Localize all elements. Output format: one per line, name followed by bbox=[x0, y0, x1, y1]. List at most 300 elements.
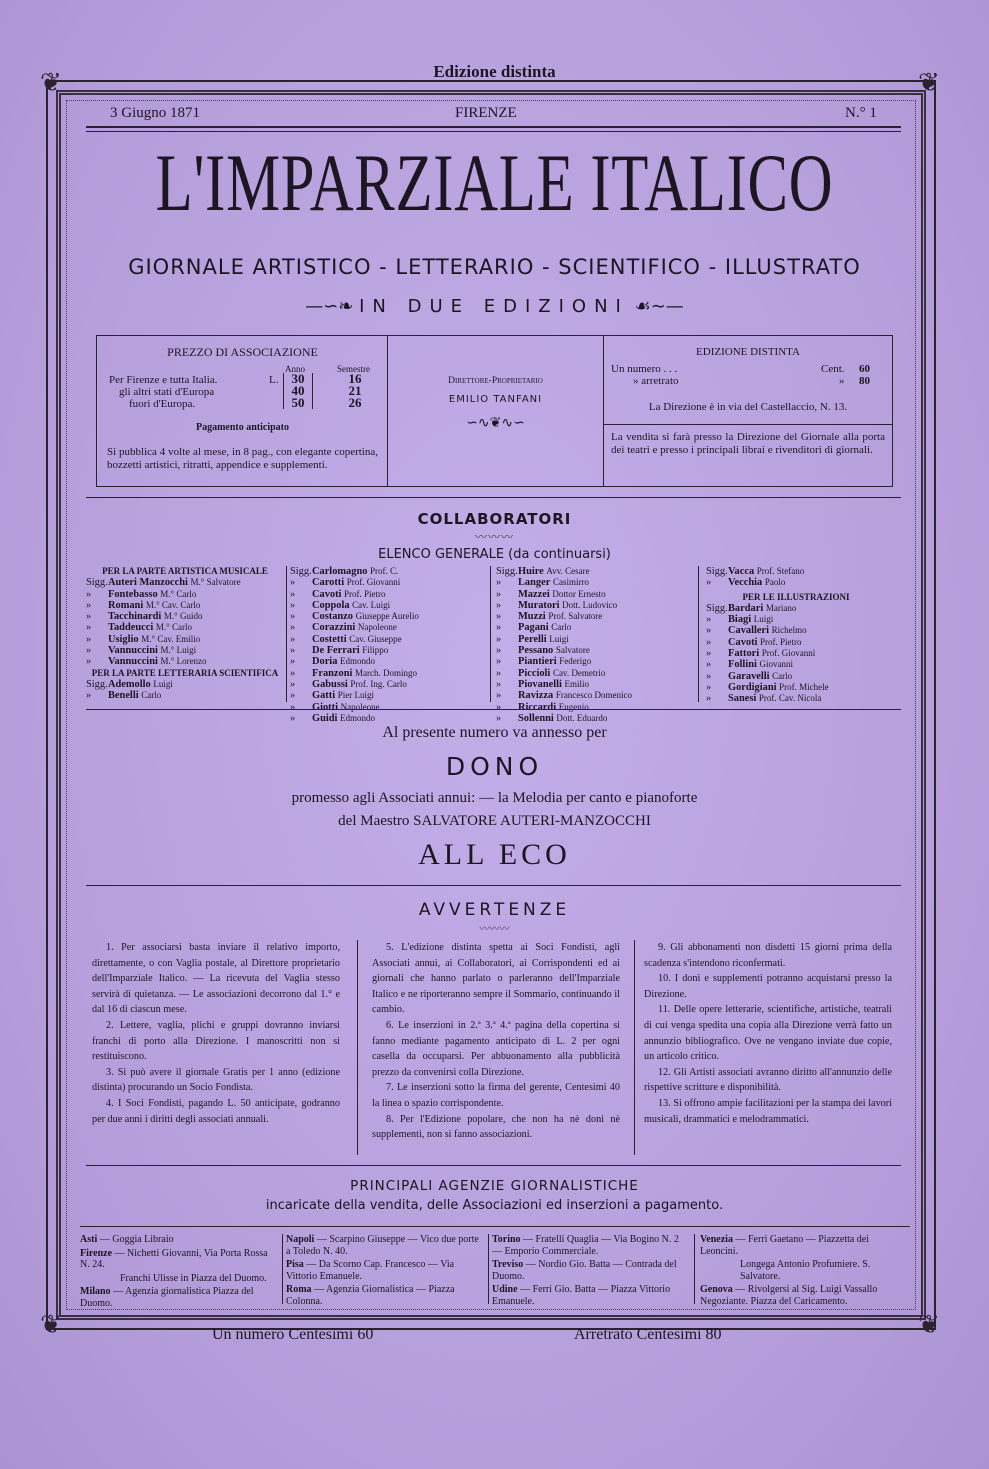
collab-given-name: Eugenio bbox=[558, 701, 589, 712]
collaborator-entry bbox=[706, 648, 886, 659]
collab-given-name: M.° Lorenzo bbox=[160, 656, 207, 667]
collab-given-name: Carlo bbox=[141, 690, 162, 701]
collab-given-name: Cav. Demetrio bbox=[552, 667, 606, 678]
collab-given-name: Cav. Luigi bbox=[352, 599, 391, 610]
agency-city: Milano bbox=[80, 1286, 111, 1297]
direzione-address: La Direzione è in via del Castellaccio, N. 13. bbox=[648, 401, 848, 413]
issue-city: FIRENZE bbox=[455, 105, 517, 121]
distinta-title: EDIZIONE DISTINTA bbox=[696, 346, 800, 358]
flourish-icon: 〰〰〰 bbox=[479, 924, 510, 935]
collab-group bbox=[706, 603, 886, 705]
collab-given-name: M.° Luigi bbox=[160, 645, 197, 656]
collab-group bbox=[706, 566, 886, 589]
agency-text: — Ferri Gaetano — Piazzetta dei Leoncini. bbox=[700, 1234, 870, 1257]
collab-prefix: » bbox=[496, 656, 502, 668]
collab-surname: Piantieri bbox=[518, 656, 557, 668]
collab-prefix: » bbox=[86, 588, 92, 600]
prezzo-col-semestre: Semestre bbox=[337, 364, 370, 374]
collab-surname: Sanesi bbox=[728, 693, 757, 705]
collab-given-name: Edmondo bbox=[340, 656, 376, 667]
prezzo-value: 26 bbox=[348, 395, 362, 410]
divider bbox=[357, 940, 358, 1155]
collab-prefix: » bbox=[706, 577, 712, 589]
agency-text: — Rivolgersi al Sig. Luigi Vassallo Negoziante. Piazza del Caricamento. bbox=[700, 1284, 878, 1307]
avvertenze-col-1 bbox=[92, 940, 340, 1127]
collaborator-entry bbox=[86, 634, 284, 645]
collaborator-entry bbox=[496, 600, 692, 611]
collaboratori-subtitle: ELENCO GENERALE (da continuarsi) bbox=[378, 547, 611, 562]
agency-entry bbox=[700, 1259, 896, 1282]
collab-heading: PER LA PARTE LETTERARIA SCIENTIFICA bbox=[91, 667, 279, 678]
collab-prefix: Sigg. bbox=[86, 678, 108, 690]
collab-col-1 bbox=[86, 566, 284, 702]
agency-text: — Fratelli Quaglia — Via Bogino N. 2 — Emporio Commerciale. bbox=[492, 1234, 679, 1257]
collab-group bbox=[86, 577, 284, 667]
collaborator-entry bbox=[706, 603, 886, 614]
prezzo-row-prefix: L. bbox=[269, 374, 279, 386]
collab-prefix: » bbox=[290, 645, 296, 657]
collab-given-name: Prof. Pietro bbox=[760, 636, 802, 647]
collaborator-entry bbox=[496, 634, 692, 645]
publication-note: Si pubblica 4 volte al mese, in 8 pag., con elegante copertina, bozzetti artistici, ritratti, appendice e supplementi. bbox=[107, 446, 378, 471]
flourish-icon: —∽❧ bbox=[305, 296, 360, 317]
collab-surname: Mazzei bbox=[518, 588, 550, 600]
editions-text: IN DUE EDIZIONI bbox=[359, 296, 629, 317]
collab-given-name: M.° Cav. Carlo bbox=[145, 599, 201, 610]
collab-given-name: Luigi bbox=[549, 633, 569, 644]
agency-entry bbox=[80, 1273, 278, 1285]
collab-given-name: Dottor Ernesto bbox=[552, 588, 606, 599]
collab-given-name: Napoleone bbox=[357, 622, 397, 633]
dono-title: ALL ECO bbox=[418, 838, 571, 871]
footer-price-left: Un numero Centesimi 60 bbox=[212, 1326, 374, 1343]
collab-surname: Carlomagno bbox=[312, 566, 368, 577]
issue-number: N.° 1 bbox=[845, 105, 877, 121]
avvertenza-paragraph: 3. Si può avere il giornale Gratis per 1 anno (edizione distinta) procurando un Socio Fondista. bbox=[92, 1066, 340, 1094]
collab-surname: Cavalleri bbox=[728, 625, 769, 637]
collab-surname: Vannuccini bbox=[108, 645, 158, 657]
collab-prefix: Sigg. bbox=[706, 566, 728, 577]
agency-entry bbox=[80, 1286, 278, 1309]
collaborator-entry bbox=[86, 679, 284, 690]
agency-entry bbox=[286, 1259, 484, 1282]
dono-intro: Al presente numero va annesso per bbox=[382, 724, 607, 741]
collaborator-entry bbox=[290, 577, 486, 588]
agency-entry bbox=[286, 1234, 484, 1257]
prezzo-semestre-values bbox=[341, 373, 369, 409]
collaborator-entry bbox=[496, 656, 692, 667]
collaborator-entry bbox=[496, 679, 692, 690]
collab-surname: Ademollo bbox=[108, 678, 151, 690]
agenzie-col-3 bbox=[492, 1234, 690, 1309]
agency-city: Torino bbox=[492, 1234, 521, 1245]
agency-city: Venezia bbox=[700, 1234, 733, 1245]
distinta-row-value: 60 bbox=[859, 363, 870, 375]
collab-given-name: Giovanni bbox=[759, 659, 793, 670]
corner-ornament-icon: ❦ bbox=[918, 1310, 940, 1339]
collab-surname: Huire bbox=[518, 566, 544, 577]
collab-prefix: » bbox=[496, 712, 502, 724]
collab-surname: Fontebasso bbox=[108, 588, 158, 600]
collab-prefix: » bbox=[496, 645, 502, 657]
collab-given-name: M.° Carlo bbox=[160, 588, 197, 599]
collaborator-entry bbox=[86, 600, 284, 611]
pagamento-note: Pagamento anticipato bbox=[195, 422, 290, 433]
collab-surname: Fattori bbox=[728, 648, 760, 660]
collab-surname: Muratori bbox=[518, 599, 560, 611]
collaborator-entry bbox=[706, 693, 886, 704]
divider bbox=[488, 1234, 489, 1304]
footer-price-right: Arretrato Centesimi 80 bbox=[574, 1326, 722, 1343]
collab-given-name: Prof. Stefano bbox=[756, 566, 805, 576]
collab-surname: Franzoni bbox=[312, 667, 353, 679]
divider bbox=[86, 126, 901, 132]
collab-prefix: » bbox=[706, 614, 712, 626]
collaborator-entry bbox=[86, 589, 284, 600]
direttore-label: Direttore-Proprietario bbox=[448, 376, 543, 386]
agency-entry bbox=[80, 1234, 278, 1246]
prezzo-row-label: gli altri stati d'Europa bbox=[119, 386, 215, 398]
collab-prefix: » bbox=[290, 622, 296, 634]
collab-surname: Carotti bbox=[312, 577, 345, 589]
collab-given-name: Prof. C. bbox=[370, 566, 399, 576]
masthead-subtitle: GIORNALE ARTISTICO - LETTERARIO - SCIENTIFICO - ILLUSTRATO bbox=[128, 255, 861, 279]
collab-given-name: Luigi bbox=[753, 614, 774, 625]
collaborator-entry bbox=[706, 625, 886, 636]
collaborator-entry bbox=[290, 656, 486, 667]
prezzo-value: 30 bbox=[291, 371, 305, 386]
collaborator-entry bbox=[496, 702, 692, 713]
divider bbox=[490, 566, 491, 702]
collab-prefix: » bbox=[706, 625, 712, 637]
dono-word: DONO bbox=[445, 752, 544, 781]
avvertenza-paragraph: 1. Per associarsi basta inviare il relativo importo, direttamente, o con Vaglia postale, al Direttore proprietario dell'Imparziale Italico. — La ricevuta del Vaglia stesso servirà di quietanza. — Le associazioni decorrono dal 1.° e dal 16 di ciascun mese. bbox=[92, 942, 340, 1016]
collab-surname: Gordigiani bbox=[728, 681, 777, 693]
collab-prefix: » bbox=[496, 667, 502, 679]
collab-prefix: » bbox=[706, 648, 712, 660]
collab-surname: Taddeucci bbox=[108, 622, 154, 634]
collab-prefix: » bbox=[496, 611, 502, 623]
prezzo-value: 50 bbox=[291, 395, 305, 410]
agency-text: — Nordio Gio. Batta — Contrada del Duomo. bbox=[492, 1259, 677, 1282]
collab-prefix: » bbox=[86, 599, 92, 611]
collab-given-name: M.° Salvatore bbox=[190, 577, 241, 588]
prezzo-row-label: Per Firenze e tutta Italia. bbox=[109, 374, 218, 386]
avvertenza-paragraph: 9. Gli abbonamenti non disdetti 15 giorni prima della scadenza s'intendono riconfermati. bbox=[644, 942, 892, 969]
collab-prefix: » bbox=[290, 656, 296, 668]
collab-prefix: » bbox=[496, 588, 502, 600]
avvertenza-paragraph: 7. Le inserzioni sotto la firma del gerente, Centesimi 40 la linea o spazio corrispondente. bbox=[372, 1082, 620, 1109]
collaborator-entry bbox=[290, 713, 486, 724]
collab-given-name: Carlo bbox=[772, 670, 793, 681]
collab-given-name: Dott. Eduardo bbox=[556, 712, 608, 723]
collab-given-name: Prof. Giovanni bbox=[346, 577, 401, 588]
collab-given-name: Emilio bbox=[564, 678, 589, 689]
collab-surname: Pagani bbox=[518, 622, 549, 634]
collab-given-name: M.° Cav. Emilio bbox=[141, 633, 201, 644]
prezzo-col-anno: Anno bbox=[285, 364, 305, 374]
collab-surname: Sollenni bbox=[518, 712, 554, 724]
divider bbox=[86, 1165, 901, 1166]
collab-prefix: » bbox=[706, 636, 712, 648]
collab-surname: Tacchinardi bbox=[108, 611, 162, 623]
collab-col-2 bbox=[290, 566, 486, 724]
collab-given-name: M.° Carlo bbox=[155, 622, 192, 633]
collaborator-entry bbox=[706, 614, 886, 625]
distinta-row-value: 80 bbox=[859, 375, 870, 387]
distinta-panel bbox=[611, 336, 885, 486]
agency-city: Asti bbox=[80, 1234, 98, 1245]
collaborator-entry bbox=[496, 645, 692, 656]
collab-surname: Langer bbox=[518, 577, 551, 589]
collab-surname: Gatti bbox=[312, 690, 336, 702]
agency-text: — Ferri Gio. Batta — Piazza Vittorio Emanuele. bbox=[492, 1284, 671, 1307]
collab-given-name: Cav. Giuseppe bbox=[349, 633, 402, 644]
prezzo-value: 40 bbox=[291, 383, 305, 398]
collaborator-entry bbox=[290, 589, 486, 600]
collab-given-name: Francesco Domenico bbox=[555, 690, 633, 701]
collab-given-name: Carlo bbox=[551, 622, 572, 633]
collab-given-name: Prof. Michele bbox=[779, 681, 829, 692]
collaborator-entry bbox=[706, 637, 886, 648]
collab-given-name: Prof. Giovanni bbox=[761, 648, 816, 659]
flourish-icon: ☙∼— bbox=[628, 296, 684, 317]
avvertenza-paragraph: 12. Gli Artisti associati avranno diritto all'annunzio delle rispettive scritture e disponibilità. bbox=[644, 1066, 892, 1094]
divider bbox=[86, 497, 901, 498]
agency-entry bbox=[80, 1248, 278, 1271]
collab-given-name: Filippo bbox=[362, 645, 389, 656]
collab-surname: Ravizza bbox=[518, 690, 554, 702]
divider bbox=[694, 1234, 695, 1304]
collab-prefix: » bbox=[290, 667, 296, 679]
collaborator-entry bbox=[290, 600, 486, 611]
collab-heading: PER LE ILLUSTRAZIONI bbox=[742, 591, 850, 602]
avvertenza-paragraph: 4. I Soci Fondisti, pagando L. 50 anticipate, godranno per due anni i diritti degli associati annuali. bbox=[92, 1097, 340, 1125]
divider bbox=[603, 336, 604, 486]
collaborator-entry bbox=[290, 566, 486, 577]
collaborator-entry bbox=[86, 611, 284, 622]
collab-prefix: » bbox=[290, 577, 296, 589]
collaborator-entry bbox=[496, 713, 692, 724]
agency-text: — Agenzia giornalistica Piazza del Duomo. bbox=[80, 1286, 254, 1309]
collab-given-name: Prof. Cav. Nicola bbox=[758, 693, 822, 704]
collab-given-name: Edmondo bbox=[340, 712, 376, 723]
collab-prefix: » bbox=[496, 690, 502, 702]
collab-surname: Biagi bbox=[728, 614, 752, 626]
collab-surname: Bardari bbox=[728, 602, 764, 614]
flourish-icon: 〰〰〰 bbox=[474, 530, 514, 544]
collab-given-name: Paolo bbox=[764, 577, 786, 588]
collab-surname: De Ferrari bbox=[312, 645, 360, 657]
collab-surname: Corazzini bbox=[312, 622, 356, 634]
avvertenza-paragraph: 11. Delle opere letterarie, scientifiche, artistiche, teatrali di cui venga spedita una copia alla Direzione verrà fatto un annunzio bibliografico. Ove ne vengano inviate due copie, un articolo critico. bbox=[644, 1004, 892, 1063]
agency-text: — Agenzia Giornalistica — Piazza Colonna. bbox=[286, 1284, 455, 1307]
flourish-icon: ∽∿❦∿∽ bbox=[466, 416, 525, 431]
collab-prefix: » bbox=[706, 659, 712, 671]
collab-surname: Romani bbox=[108, 599, 144, 611]
collab-prefix: » bbox=[290, 690, 296, 702]
collab-prefix: Sigg. bbox=[496, 566, 518, 577]
collab-surname: Usiglio bbox=[108, 633, 139, 645]
collaborator-entry bbox=[706, 566, 886, 577]
collaboratori-title: COLLABORATORI bbox=[417, 510, 572, 528]
agenzie-subtitle: incaricate della vendita, delle Associazioni ed inserzioni a pagamento. bbox=[265, 1198, 724, 1213]
collaboratori-list bbox=[86, 566, 886, 724]
divider bbox=[698, 566, 699, 702]
distinta-row-label: » arretrato bbox=[633, 375, 679, 387]
collab-surname: Piccioli bbox=[518, 667, 551, 679]
collab-prefix: » bbox=[706, 681, 712, 693]
collab-surname: Vacca bbox=[728, 566, 755, 577]
collab-given-name: Napoleone bbox=[340, 701, 380, 712]
prezzo-row-label: fuori d'Europa. bbox=[129, 398, 196, 410]
collab-given-name: Luigi bbox=[153, 678, 173, 689]
collab-given-name: M.° Guido bbox=[163, 611, 203, 622]
collab-surname: Benelli bbox=[108, 690, 139, 702]
agency-text: — Goggia Libraio bbox=[99, 1234, 174, 1245]
corner-ornament-icon: ❦ bbox=[40, 1310, 62, 1339]
collab-surname: Doria bbox=[312, 656, 338, 668]
collab-surname: Coppola bbox=[312, 599, 350, 611]
collaborator-entry bbox=[706, 682, 886, 693]
collab-surname: Muzzi bbox=[518, 611, 546, 623]
agency-city: Treviso bbox=[492, 1259, 524, 1270]
collab-prefix: » bbox=[86, 656, 92, 668]
collab-col-3 bbox=[496, 566, 692, 724]
collab-given-name: Mariano bbox=[765, 602, 797, 613]
collab-given-name: Prof. Salvatore bbox=[548, 611, 603, 622]
collab-prefix: » bbox=[86, 690, 92, 702]
collaborator-entry bbox=[86, 645, 284, 656]
collaborator-entry bbox=[290, 679, 486, 690]
divider bbox=[86, 709, 901, 710]
corner-ornament-icon: ❦ bbox=[918, 68, 940, 97]
collab-prefix: » bbox=[290, 701, 296, 713]
collab-surname: Riccardi bbox=[518, 701, 557, 713]
avvertenze-title: AVVERTENZE bbox=[418, 900, 571, 920]
agency-entry bbox=[286, 1284, 484, 1307]
collab-prefix: Sigg. bbox=[290, 566, 312, 577]
collab-prefix: » bbox=[86, 645, 92, 657]
collaborator-entry bbox=[86, 577, 284, 588]
avvertenza-paragraph: 2. Lettere, vaglia, plichi e gruppi dovranno inviarsi franchi di porto alla Direzione. I manoscritti non si restituiscono. bbox=[92, 1019, 340, 1063]
collaborator-entry bbox=[290, 702, 486, 713]
collaborator-entry bbox=[496, 566, 692, 577]
collab-surname: Vecchia bbox=[728, 577, 763, 589]
collab-prefix: » bbox=[290, 588, 296, 600]
agenzie-col-4 bbox=[700, 1234, 896, 1309]
collaborator-entry bbox=[86, 622, 284, 633]
collab-surname: Follini bbox=[728, 659, 757, 671]
collaborator-entry bbox=[496, 690, 692, 701]
prezzo-table bbox=[105, 363, 380, 415]
avvertenza-paragraph: 13. Si offrono ampie facilitazioni per la stampa dei lavori musicali, drammatici e melodrammatici. bbox=[644, 1097, 892, 1125]
agenzie-col-1 bbox=[80, 1234, 278, 1311]
agency-entry bbox=[492, 1284, 690, 1307]
avvertenza-paragraph: 8. Per l'Edizione popolare, che non ha nè doni nè supplementi, non si fanno associazioni. bbox=[372, 1113, 620, 1141]
agenzie-col-2 bbox=[286, 1234, 484, 1309]
collab-prefix: » bbox=[496, 678, 502, 690]
distinta-prices bbox=[611, 363, 885, 391]
collab-prefix: » bbox=[706, 693, 712, 705]
collab-prefix: Sigg. bbox=[706, 602, 728, 614]
agency-city: Firenze bbox=[80, 1247, 113, 1259]
collaborator-entry bbox=[86, 656, 284, 667]
collab-given-name: Federigo bbox=[559, 656, 592, 667]
collab-prefix: » bbox=[496, 622, 502, 634]
prezzo-value: 21 bbox=[348, 383, 362, 398]
collab-given-name: Dott. Ludovico bbox=[562, 599, 618, 610]
agency-city: Roma bbox=[286, 1284, 312, 1295]
collab-given-name: Giuseppe Aurelio bbox=[355, 611, 419, 622]
collab-heading: PER LA PARTE ARTISTICA MUSICALE bbox=[102, 566, 268, 576]
avvertenze-col-2 bbox=[372, 940, 620, 1143]
agenzie-title: PRINCIPALI AGENZIE GIORNALISTICHE bbox=[350, 1178, 639, 1194]
collab-surname: Pessano bbox=[518, 645, 554, 657]
divider bbox=[80, 1226, 910, 1227]
agency-city: Napoli bbox=[286, 1234, 315, 1245]
edition-label: Edizione distinta bbox=[433, 62, 556, 81]
avvertenza-paragraph: 6. Le inserzioni in 2.ª 3.ª 4.ª pagina della copertina si fanno mediante pagamento anticipato di L. 2 per ogni casella da occuparsi. Per abbuonamento alla pubblicità prezzo da convenirsi colla Direzione. bbox=[372, 1019, 620, 1078]
collab-surname: Garavelli bbox=[728, 670, 770, 682]
collaborator-entry bbox=[706, 671, 886, 682]
collab-surname: Costetti bbox=[312, 633, 347, 645]
agency-text: — Nichetti Giovanni, Via Porta Rossa N. 24. bbox=[80, 1247, 268, 1270]
agency-entry bbox=[700, 1234, 896, 1257]
collab-surname: Auteri Manzocchi bbox=[108, 577, 188, 589]
collaborator-entry bbox=[496, 589, 692, 600]
collab-prefix: » bbox=[706, 670, 712, 682]
collaborator-entry bbox=[86, 690, 284, 701]
agency-city: Genova bbox=[700, 1284, 733, 1295]
agency-city: Udine bbox=[492, 1284, 518, 1295]
collab-prefix: » bbox=[496, 701, 502, 713]
agency-entry bbox=[492, 1234, 690, 1257]
agency-entry bbox=[492, 1259, 690, 1282]
prezzo-anno-values bbox=[283, 373, 313, 409]
collab-prefix: » bbox=[290, 599, 296, 611]
direttore-panel bbox=[388, 336, 603, 486]
divider bbox=[86, 885, 901, 886]
agency-text: Longega Antonio Profumiere. S. Salvatore. bbox=[740, 1259, 871, 1282]
dono-line-1: promesso agli Associati annui: — la Melodia per canto e pianoforte bbox=[291, 790, 698, 806]
collab-surname: Vannuccini bbox=[108, 656, 158, 668]
info-box bbox=[96, 335, 893, 487]
collab-prefix: » bbox=[290, 611, 296, 623]
collab-prefix: Sigg. bbox=[86, 577, 108, 589]
divider bbox=[286, 566, 287, 702]
agency-entry bbox=[700, 1284, 896, 1307]
collab-group bbox=[86, 679, 284, 702]
collab-surname: Cavoti bbox=[312, 588, 342, 600]
masthead-title: L'IMPARZIALE ITALICO bbox=[155, 137, 834, 228]
direttore-name: EMILIO TANFANI bbox=[448, 394, 543, 405]
collaborator-entry bbox=[290, 611, 486, 622]
dono-line-2: del Maestro SALVATORE AUTERI-MANZOCCHI bbox=[338, 813, 651, 829]
collaborator-entry bbox=[290, 645, 486, 656]
prezzo-title: PREZZO DI ASSOCIAZIONE bbox=[167, 345, 318, 359]
collab-surname: Guidi bbox=[312, 712, 338, 724]
prezzo-panel bbox=[105, 336, 380, 486]
collab-prefix: » bbox=[496, 577, 502, 589]
collab-prefix: » bbox=[86, 611, 92, 623]
collaborator-entry bbox=[706, 577, 886, 588]
collaborator-entry bbox=[290, 622, 486, 633]
distinta-row-prefix: Cent. bbox=[821, 363, 845, 375]
distinta-row-prefix: » bbox=[839, 375, 845, 387]
divider bbox=[282, 1234, 283, 1304]
agency-city: Pisa bbox=[286, 1259, 304, 1270]
